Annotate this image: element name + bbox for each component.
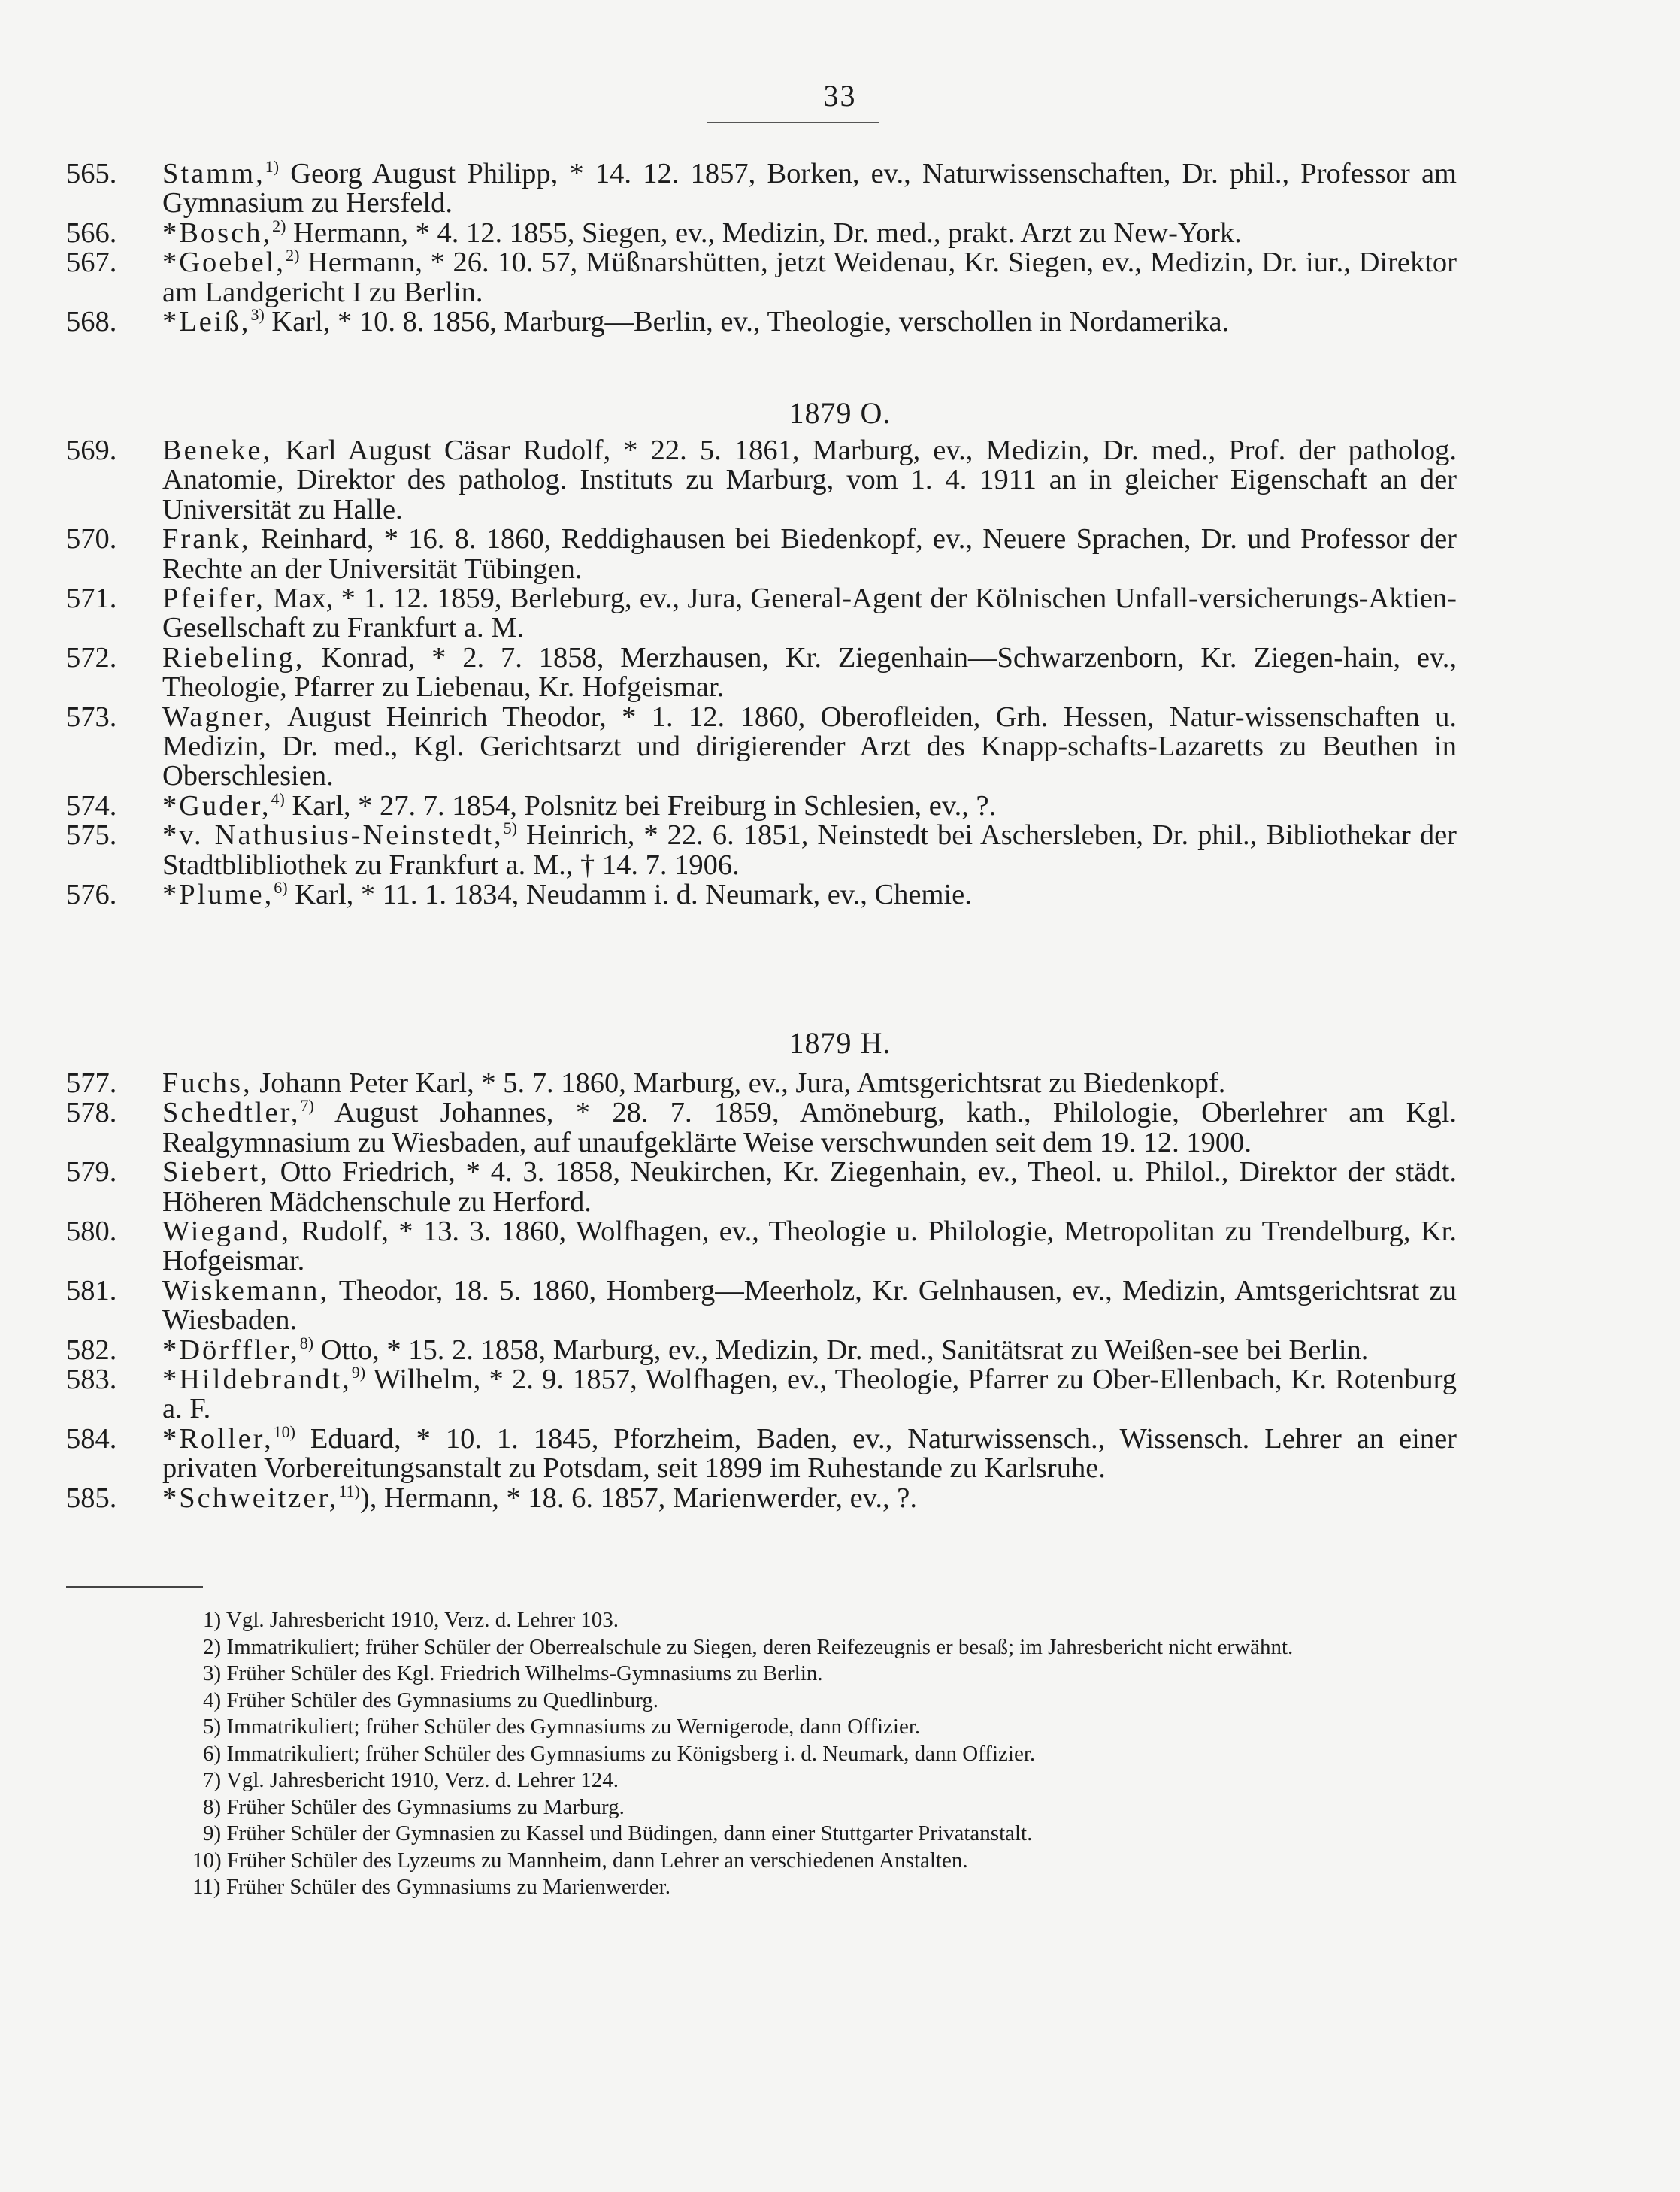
entry-details: Max, * 1. 12. 1859, Berleburg, ev., Jura, General-Agent der Kölnischen Unfall-versicherungs-Aktien-Gesellschaft zu Frankfurt a. M. xyxy=(162,583,1457,644)
entries-section-1 xyxy=(66,159,1457,337)
register-entry xyxy=(66,248,1457,307)
register-entry xyxy=(66,643,1457,703)
section-heading-1879-o: 1879 O. xyxy=(789,396,891,430)
footnote xyxy=(66,1794,1457,1821)
entries-section-3 xyxy=(66,1069,1457,1513)
register-entry xyxy=(66,525,1457,584)
register-entry xyxy=(66,159,1457,219)
entry-surname: *Schweitzer, xyxy=(162,1482,339,1514)
footnote-ref: 8) xyxy=(299,1333,314,1352)
register-entry xyxy=(66,1158,1457,1217)
footnote xyxy=(66,1634,1457,1661)
footnote-number: 1) xyxy=(203,1608,222,1632)
register-entry xyxy=(66,789,1457,822)
entry-number: 571. xyxy=(66,583,117,615)
footnote-ref: 9) xyxy=(351,1363,366,1382)
entry-surname: Wiegand, xyxy=(162,1216,292,1248)
footnote-number: 7) xyxy=(203,1768,222,1792)
entry-details: Heinrich, * 22. 6. 1851, Neinstedt bei Aschersleben, Dr. phil., Bibliothekar der Stadtblibliothek zu Frankfurt a. M., † 14. 7. 1906. xyxy=(162,819,1458,881)
footnote-ref: 7) xyxy=(300,1096,314,1116)
register-entry xyxy=(66,1069,1457,1098)
register-entry xyxy=(66,1424,1457,1484)
footnote-ref: 5) xyxy=(503,819,517,838)
entry-surname: Beneke, xyxy=(162,434,273,466)
entry-surname: Wagner, xyxy=(162,701,274,733)
entry-number: 577. xyxy=(66,1067,117,1099)
entry-surname: *Plume, xyxy=(162,879,274,911)
footnote-rule xyxy=(66,1586,203,1588)
register-entry xyxy=(66,1365,1457,1424)
entry-details: Reinhard, * 16. 8. 1860, Reddighausen bei Biedenkopf, ev., Neuere Sprachen, Dr. und Professor der Rechte an der Universität Tübingen. xyxy=(162,523,1457,585)
footnote-number: 11) xyxy=(192,1875,221,1899)
entry-number: 567. xyxy=(66,247,117,279)
footnote-text: Früher Schüler der Gymnasien zu Kassel und Büdingen, dann einer Stuttgarter Privatanstalt. xyxy=(221,1821,1033,1845)
footnote-ref: 3) xyxy=(250,305,265,325)
entry-surname: *Guder, xyxy=(162,789,271,822)
entry-number: 576. xyxy=(66,879,117,911)
footnote-text: Früher Schüler des Gymnasiums zu Quedlinburg. xyxy=(221,1688,658,1712)
footnote xyxy=(66,1767,1457,1794)
entry-surname: *Roller, xyxy=(162,1422,274,1455)
entry-number: 574. xyxy=(66,789,117,822)
footnote-text: Früher Schüler des Gymnasiums zu Marienwerder. xyxy=(220,1875,670,1899)
footnote xyxy=(66,1821,1457,1848)
footnote-text: Früher Schüler des Lyzeums zu Mannheim, dann Lehrer an verschiedenen Anstalten. xyxy=(221,1848,968,1873)
entry-surname: Siebert, xyxy=(162,1156,270,1188)
footnote-ref: 11) xyxy=(338,1481,360,1500)
entry-surname: Pfeifer, xyxy=(162,583,265,615)
footnote-text: Vgl. Jahresbericht 1910, Verz. d. Lehrer 103. xyxy=(221,1608,619,1632)
footnote-ref: 2) xyxy=(286,246,300,265)
entry-number: 566. xyxy=(66,216,117,249)
footnote-text: Immatrikuliert; früher Schüler der Oberrealschule zu Siegen, deren Reifezeugnis er besaß; im Jahresbericht nicht erwähnt. xyxy=(221,1634,1294,1659)
entry-number: 582. xyxy=(66,1334,117,1366)
entry-details: Otto Friedrich, * 4. 3. 1858, Neukirchen, Kr. Ziegenhain, ev., Theol. u. Philol., Direktor der städt. Höheren Mädchenschule zu Herford. xyxy=(162,1156,1457,1218)
footnote-number: 4) xyxy=(203,1688,222,1712)
entry-number: 575. xyxy=(66,819,117,852)
entry-number: 583. xyxy=(66,1364,117,1396)
footnote-number: 5) xyxy=(203,1715,222,1739)
entry-details: Karl, * 11. 1. 1834, Neudamm i. d. Neumark, ev., Chemie. xyxy=(287,879,972,911)
register-entry xyxy=(66,216,1457,249)
entries-section-2 xyxy=(66,436,1457,910)
footnote-number: 10) xyxy=(192,1848,222,1873)
footnote-text: Früher Schüler des Kgl. Friedrich Wilhelms-Gymnasiums zu Berlin. xyxy=(221,1661,823,1685)
footnote xyxy=(66,1661,1457,1688)
entry-number: 565. xyxy=(66,158,117,189)
footnote-number: 9) xyxy=(203,1821,222,1845)
header-rule xyxy=(707,122,879,123)
footnote-ref: 6) xyxy=(274,878,288,898)
register-entry xyxy=(66,703,1457,792)
footnote-text: Früher Schüler des Gymnasiums zu Marburg. xyxy=(221,1794,625,1819)
entry-details: Theodor, 18. 5. 1860, Homberg—Meerholz, Kr. Gelnhausen, ev., Medizin, Amtsgerichtsrat zu Wiesbaden. xyxy=(162,1274,1457,1337)
entry-number: 581. xyxy=(66,1274,117,1306)
footnote-ref: 2) xyxy=(272,216,286,235)
register-entry xyxy=(66,307,1457,337)
footnote xyxy=(66,1741,1457,1768)
entry-details: Otto, * 15. 2. 1858, Marburg, ev., Medizin, Dr. med., Sanitätsrat zu Weißen-see bei Berlin. xyxy=(313,1334,1369,1366)
entry-number: 568. xyxy=(66,306,117,338)
register-entry xyxy=(66,584,1457,643)
entry-surname: Stamm, xyxy=(162,158,265,189)
entry-surname: Schedtler, xyxy=(162,1097,301,1129)
entry-surname: *Leiß, xyxy=(162,306,251,338)
entry-details: August Johannes, * 28. 7. 1859, Amöneburg, kath., Philologie, Oberlehrer am Kgl. Realgymnasium zu Wiesbaden, auf unaufgeklärte Weise verschwunden seit dem 19. 12. 1900. xyxy=(162,1097,1457,1158)
footnote-number: 6) xyxy=(203,1741,222,1766)
footnote xyxy=(66,1714,1457,1741)
footnote-number: 3) xyxy=(203,1661,222,1685)
entry-details: Johann Peter Karl, * 5. 7. 1860, Marburg, ev., Jura, Amtsgerichtsrat zu Biedenkopf. xyxy=(252,1067,1226,1099)
entry-details: August Heinrich Theodor, * 1. 12. 1860, Oberofleiden, Grh. Hessen, Natur-wissenschaften u. Medizin, Dr. med., Kgl. Gerichtsarzt und dirigierender Arzt des Knapp-schafts-Lazaretts zu Beuthen in Oberschlesien. xyxy=(162,701,1457,792)
entry-number: 585. xyxy=(66,1482,117,1514)
entry-surname: *Goebel, xyxy=(162,247,286,279)
register-entry xyxy=(66,880,1457,910)
entry-number: 569. xyxy=(66,434,117,466)
entry-surname: Frank, xyxy=(162,523,251,556)
entry-surname: *v. Nathusius-Neinstedt, xyxy=(162,819,504,852)
entry-number: 573. xyxy=(66,701,117,733)
footnote-ref: 4) xyxy=(271,789,285,809)
entry-details: ), Hermann, * 18. 6. 1857, Marienwerder, ev., ?. xyxy=(359,1482,918,1514)
register-entry xyxy=(66,821,1457,880)
entry-details: Georg August Philipp, * 14. 12. 1857, Borken, ev., Naturwissenschaften, Dr. phil., Professor am Gymnasium zu Hersfeld. xyxy=(162,158,1457,220)
entry-number: 572. xyxy=(66,641,117,674)
footnote-text: Immatrikuliert; früher Schüler des Gymnasiums zu Königsberg i. d. Neumark, dann Offizier. xyxy=(221,1741,1036,1766)
footnote-text: Vgl. Jahresbericht 1910, Verz. d. Lehrer 124. xyxy=(221,1768,619,1792)
footnote-number: 8) xyxy=(203,1794,222,1819)
footnote-ref: 10) xyxy=(273,1422,295,1442)
entry-details: Karl, * 27. 7. 1854, Polsnitz bei Freiburg in Schlesien, ev., ?. xyxy=(284,789,997,822)
entry-details: Hermann, * 4. 12. 1855, Siegen, ev., Medizin, Dr. med., prakt. Arzt zu New-York. xyxy=(286,216,1242,249)
entry-details: Konrad, * 2. 7. 1858, Merzhausen, Kr. Ziegenhain—Schwarzenborn, Kr. Ziegen-hain, ev., Theologie, Pfarrer zu Liebenau, Kr. Hofgeismar. xyxy=(162,641,1457,704)
footnote xyxy=(66,1848,1457,1875)
entry-surname: *Bosch, xyxy=(162,216,273,249)
entry-number: 579. xyxy=(66,1156,117,1188)
footnotes xyxy=(66,1607,1457,1901)
entry-details: Eduard, * 10. 1. 1845, Pforzheim, Baden, ev., Naturwissensch., Wissensch. Lehrer an einer privaten Vorbereitungsanstalt zu Potsdam, seit 1899 im Ruhestande zu Karlsruhe. xyxy=(162,1422,1457,1485)
entry-details: Hermann, * 26. 10. 57, Müßnarshütten, jetzt Weidenau, Kr. Siegen, ev., Medizin, Dr. iur., Direktor am Landgericht I zu Berlin. xyxy=(162,247,1457,308)
footnote xyxy=(66,1607,1457,1634)
register-entry xyxy=(66,1217,1457,1276)
register-entry xyxy=(66,1276,1457,1336)
entry-details: Karl August Cäsar Rudolf, * 22. 5. 1861, Marburg, ev., Medizin, Dr. med., Prof. der patholog. Anatomie, Direktor des patholog. Instituts zu Marburg, vom 1. 4. 1911 an in gleicher Eigenschaft an der Universität zu Halle. xyxy=(162,434,1457,525)
footnote xyxy=(66,1688,1457,1715)
footnote-number: 2) xyxy=(203,1634,222,1659)
footnote-ref: 1) xyxy=(265,157,280,177)
register-entry xyxy=(66,1098,1457,1158)
register-entry xyxy=(66,1481,1457,1514)
entry-surname: *Hildebrandt, xyxy=(162,1364,352,1396)
entry-number: 580. xyxy=(66,1216,117,1248)
entry-surname: Wiskemann, xyxy=(162,1274,329,1306)
section-heading-1879-h: 1879 H. xyxy=(789,1026,891,1060)
entry-details: Rudolf, * 13. 3. 1860, Wolfhagen, ev., Theologie u. Philologie, Metropolitan zu Trendelburg, Kr. Hofgeismar. xyxy=(162,1216,1457,1277)
entry-number: 584. xyxy=(66,1422,117,1455)
entry-surname: Fuchs, xyxy=(162,1067,253,1099)
entry-number: 570. xyxy=(66,523,117,556)
register-entry xyxy=(66,436,1457,525)
entry-number: 578. xyxy=(66,1097,117,1129)
entry-surname: *Dörffler, xyxy=(162,1334,300,1366)
footnote-text: Immatrikuliert; früher Schüler des Gymnasiums zu Wernigerode, dann Offizier. xyxy=(221,1715,921,1739)
entry-details: Karl, * 10. 8. 1856, Marburg—Berlin, ev., Theologie, verschollen in Nordamerika. xyxy=(264,306,1230,338)
entry-surname: Riebeling, xyxy=(162,641,305,674)
footnote xyxy=(66,1874,1457,1901)
page-number: 33 xyxy=(823,79,857,113)
entry-details: Wilhelm, * 2. 9. 1857, Wolfhagen, ev., Theologie, Pfarrer zu Ober-Ellenbach, Kr. Rotenburg a. F. xyxy=(162,1364,1457,1425)
register-entry xyxy=(66,1333,1457,1366)
